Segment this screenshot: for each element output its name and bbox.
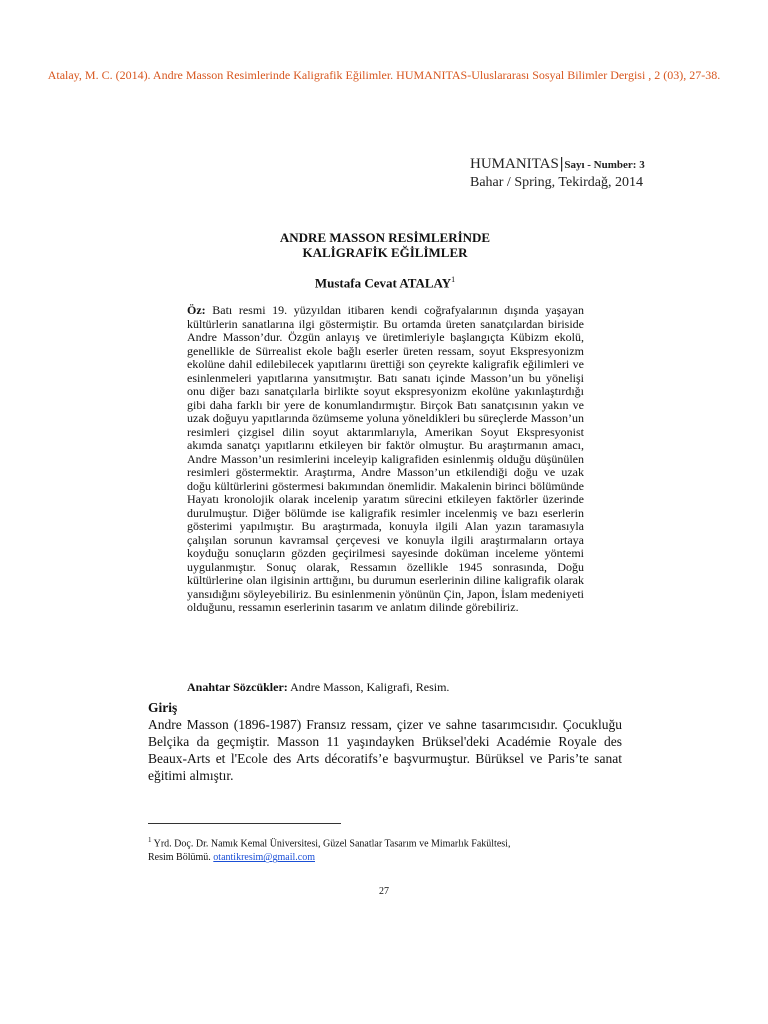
article-title <box>200 230 570 260</box>
footnote-affiliation: Yrd. Doç. Dr. Namık Kemal Üniversitesi, Güzel Sanatlar Tasarım ve Mimarlık Fakültesi, <box>151 838 511 850</box>
journal-separator: | <box>559 155 564 172</box>
keywords-text: Andre Masson, Kaligrafi, Resim. <box>287 680 450 694</box>
abstract <box>187 304 584 615</box>
author-name-text: Mustafa Cevat ATALAY <box>314 275 452 291</box>
section-heading: Giriş <box>148 700 178 715</box>
journal-season: Bahar / Spring, Tekirdağ, 2014 <box>470 175 643 190</box>
abstract-text: Batı resmi 19. yüzyıldan itibaren kendi coğrafyalarının dışında yaşayan kültürlerin sanatlarına ilgi göstermiştir. Bu ortamda üreten sanatçılardan biriside Andre Masson’dur. Özgün anlayış ve üretimleriyle başlangıçta Kübizm ekolü, genellikle de Sürrealist ekole bağlı eserler üreten ressam, soyut Ekspresyonizm ekolüne dahil edilebilecek yapıtlarını ürettiği son çeyrekte kaligrafik eğilimleri ve esinlenmeleri yapıtlarına yansıtmıştır. Batı sanatı içinde Masson’un bu yönelişi onu diğer bazı sanatçılarla birlikte soyut ekspresyonizm ekolüne yakınlaştırdığı gibi daha farklı bir yere de konumlandırmıştır. Birçok Batı sanatçısının yakın ve uzak doğuyu yapıtlarında özümseme yoluna yöneldikleri bu süreçlerde Masson’un resimleri çizgisel dilin soyut aktarımlarıyla, Amerikan Soyut Ekspresyonist akımda sanatçı yapıtlarını etkileyen bir faktör olmuştur. Bu araştırmanın amacı, Andre Masson’un resimlerini inceleyip kaligrafiden esinlenmiş olduğu düşünülen resimleri göstermektir. Araştırma, Andre Masson’un etkilendiği doğu ve uzak doğu kültürlerini göstermesi bakımından önemlidir. Makalenin birinci bölümünde Hayatı kronolojik olarak incelenip yaratım sürecini etkileyen faktörler üzerinde durulmuştur. Diğer bölümde ise kaligrafik resimler incelenmiş ve bazı eserlerin gösterimi yapılmıştır. Bu araştırmada, konuyla ilgili Alan yazın taramasıyla çalışılan sorunun kavramsal çerçevesi ve konuyla ilgili araştırmaların ortaya koyduğu sonuçların gözden geçirilmesi sayesinde doküman inceleme yöntemi uygulanmıştır. Sonuç olarak, Ressamın özellikle 1945 sonrasında, Doğu kültürlerine olan ilgisinin arttığını, bu durumun eserlerinin diline kaligrafik olarak yansıdığını söyleyebiliriz. Bu esinlenmenin yönünün Çin, Japon, İslam medeniyeti olduğunu, ressamın eserlerinin tasarım ve anlatım dilinde görebiliriz. <box>187 303 584 614</box>
author-name <box>200 275 570 291</box>
footnote <box>148 833 622 865</box>
footnote-department: Resim Bölümü. <box>148 852 214 864</box>
footnote-line-1 <box>148 833 622 851</box>
title-line-1: ANDRE MASSON RESİMLERİNDE <box>279 230 491 245</box>
page-number: 27 <box>379 886 389 897</box>
email-link[interactable]: otantikresim@gmail.com <box>213 852 315 864</box>
footnote-mark: 1 <box>148 836 152 844</box>
journal-header <box>470 155 740 191</box>
footnote-line-2 <box>148 851 622 865</box>
journal-name: HUMANITAS <box>470 156 559 172</box>
title-line-2: KALİGRAFİK EĞİLİMLER <box>302 245 468 260</box>
intro-paragraph: Andre Masson (1896-1987) Fransız ressam, çizer ve sahne tasarımcısıdır. Çocukluğu Belçika da geçmiştir. Masson 11 yaşındayken Brüksel'deki Académie Royale des Beaux-Arts et l'Ecole des Arts décoratifs’e başvurmuştur. Bürüksel ve Paris’te sanat eğitimi almıştır. <box>148 717 622 783</box>
keywords-label: Anahtar Sözcükler: <box>187 680 288 694</box>
footnote-divider <box>148 823 341 824</box>
keywords <box>187 680 587 695</box>
author-footnote-mark: 1 <box>451 275 456 284</box>
journal-number: Sayı - Number: 3 <box>564 159 645 171</box>
citation-line: Atalay, M. C. (2014). Andre Masson Resimlerinde Kaligrafik Eğilimler. HUMANITAS-Uluslararası Sosyal Bilimler Dergisi , 2 (03), 27-38. <box>47 68 721 82</box>
abstract-label: Öz: <box>187 303 206 317</box>
